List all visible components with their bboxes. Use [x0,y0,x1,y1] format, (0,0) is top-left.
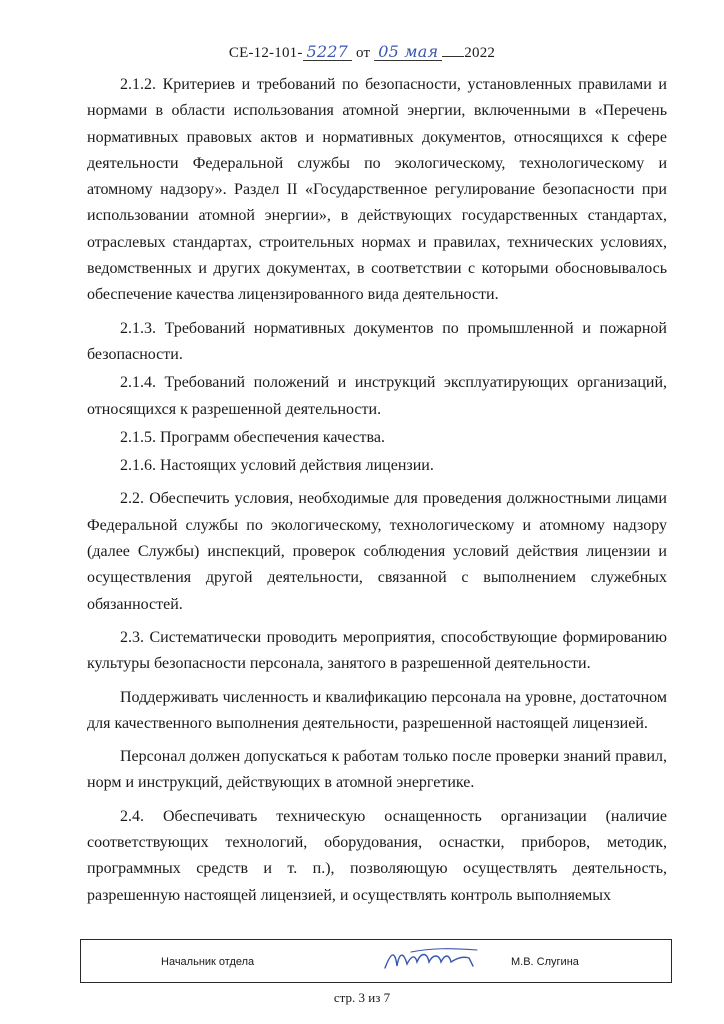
paragraph-2-1-4: 2.1.4. Требований положений и инструкций эксплуатирующих организаций, относящихся к разрешенной деятельности. [87,374,667,418]
paragraph-staff-level: Поддерживать численность и квалификацию персонала на уровне, достаточном для качественного выполнения деятельности, разрешенной настоящей лицензией. [87,688,667,732]
doc-year: 2022 [464,45,496,61]
paragraph-2-4: 2.4. Обеспечивать техническую оснащенность организации (наличие соответствующих технологий, оборудования, оснастки, приборов, методик, программных средств и т. п.), позволяющую осуществлять деятельность, разрешенную настоящей лицензией, и осуществлять контроль выполняемых [87,807,667,904]
handwritten-date: 05 мая [374,44,442,61]
document-body [87,72,667,909]
paragraph-2-3: 2.3. Систематически проводить мероприятия, способствующие формированию культуры безопасности персонала, занятого в разрешенной деятельности. [87,628,667,673]
signer-position: Начальник отдела [161,956,255,968]
signer-name: М.В. Слугина [511,956,579,968]
document-header [0,44,724,62]
paragraph-2-2: 2.2. Обеспечить условия, необходимые для проведения должностными лицами Федеральной службы по экологическому, технологическому и атомному надзору (далее Службы) инспекций, проверок соблюдения условий действия лицензии и осуществления другой деятельности, связанной с выполнением служебных обязанностей. [87,490,667,613]
signature-box [80,939,672,983]
from-label: от [356,45,371,61]
paragraph-2-1-6: 2.1.6. Настоящих условий действия лицензии. [120,457,434,475]
paragraph-staff-admission: Персонал должен допускаться к работам только после проверки знаний правил, норм и инструкций, действующих в атомной энергетике. [87,748,667,792]
paragraph-2-1-2: 2.1.2. Критериев и требований по безопасности, установленных правилами и нормами в области использования атомной энергии, включенными в «Перечень нормативных правовых актов и нормативных документов, относящихся к сфере деятельности Федеральной службы по экологическому, технологическому и атомному надзору». Раздел II «Государственное регулирование безопасности при использовании атомной энергии», в действующих государственных стандартах, отраслевых стандартах, строительных нормах и правилах, технических условиях, ведомственных и других документах, в соответствии с которыми обосновывалось обеспечение качества лицензированного вида деятельности. [87,76,667,304]
page-number: стр. 3 из 7 [333,990,391,1005]
doc-number-prefix: СЕ-12-101- [228,45,303,61]
paragraph-2-1-3: 2.1.3. Требований нормативных документов по промышленной и пожарной безопасности. [87,319,667,363]
paragraph-2-1-5: 2.1.5. Программ обеспечения качества. [120,428,385,446]
handwritten-signature [381,944,491,974]
date-underline [442,44,464,57]
handwritten-number: 5227 [303,44,353,61]
